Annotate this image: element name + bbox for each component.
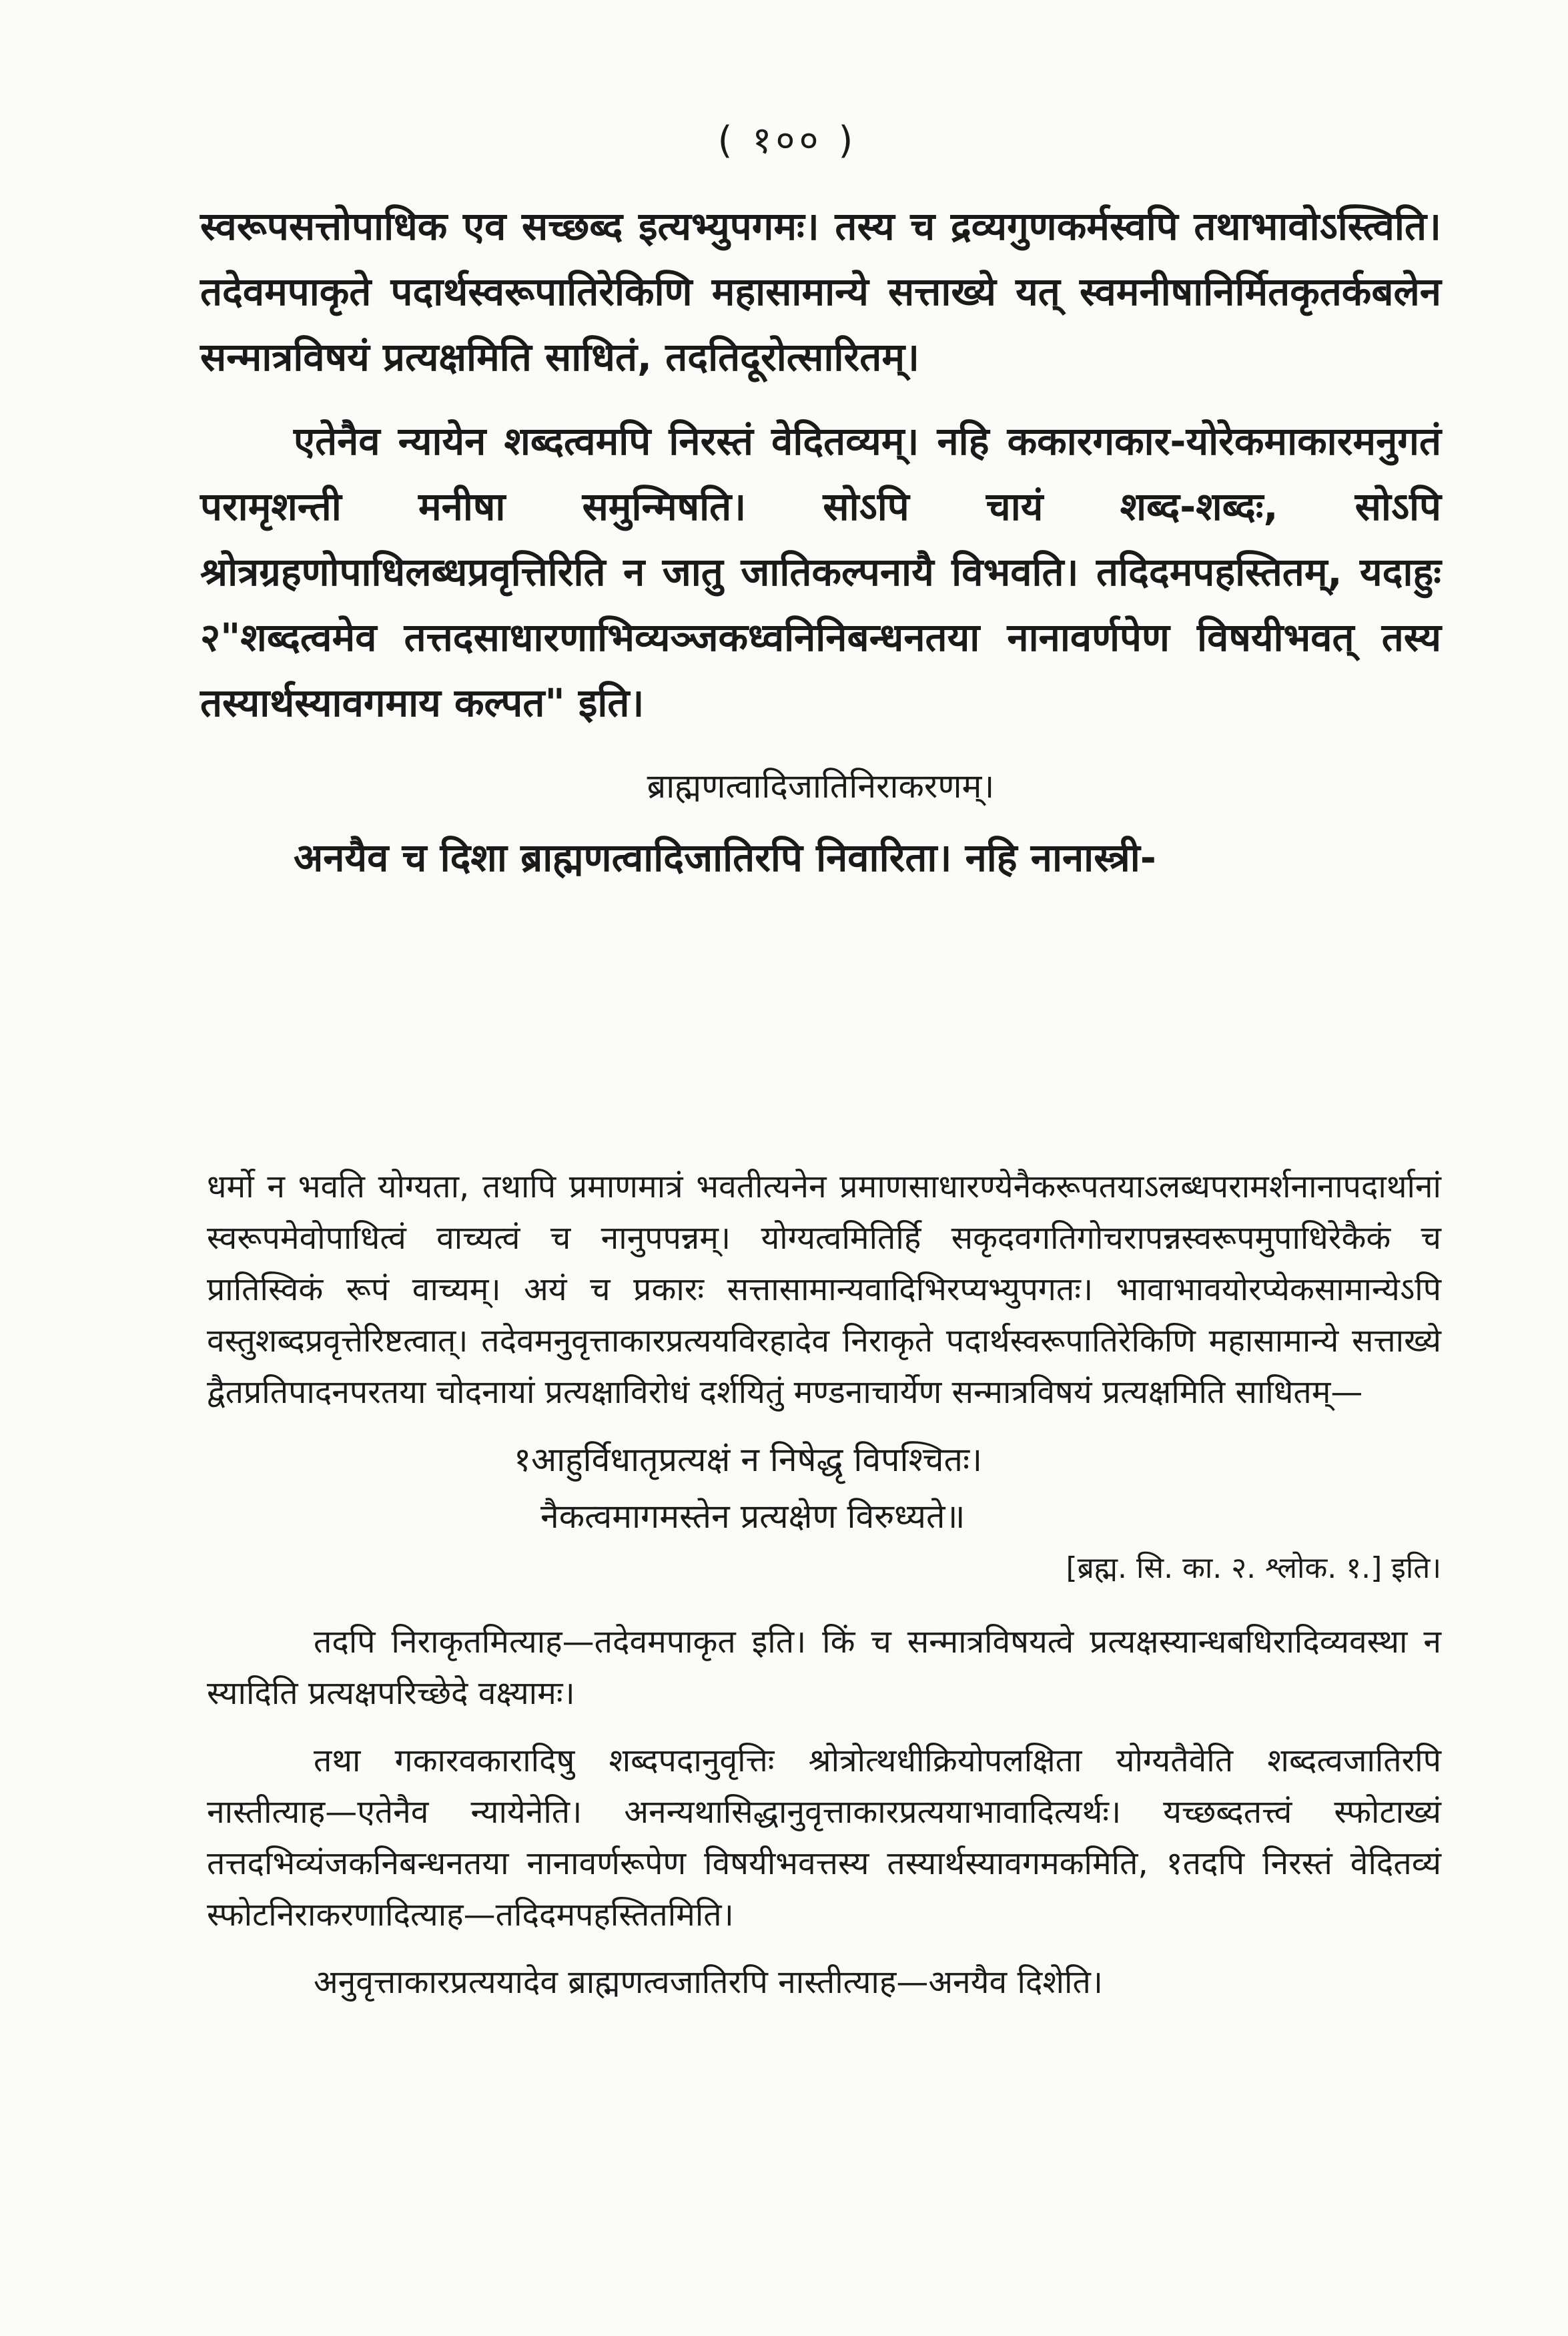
main-paragraph-2: एतेनैव न्यायेन शब्दत्वमपि निरस्तं वेदितव्यम्। नहि ककारगकार-योरेकमाकारमनुगतं परामृशन्ती मनीषा समुन्मिषति। सोऽपि चायं शब्द-शब्दः, सोऽपि श्रोत्रग्रहणोपाधिलब्धप्रवृत्तिरिति न जातु जातिकल्पनायै विभवति। तदिदमपहस्तितम्, यदाहुः २"शब्दत्वमेव तत्तदसाधारणाभिव्यञ्जकध्वनिनिबन्धनतया नानावर्णपेण विषयीभवत् तस्य तस्यार्थस्यावगमाय कल्पत" इति।: [200, 418, 1441, 725]
verse-line-2: नैकत्वमागमस्तेन प्रत्यक्षेण विरुध्यते॥: [540, 1497, 965, 1536]
page-number: ( १०० ): [717, 119, 857, 162]
commentary-paragraph-1: धर्मो न भवति योग्यता, तथापि प्रमाणमात्रं भवतीत्यनेन प्रमाणसाधारण्येनैकरूपतयाऽलब्धपरामर्शनानापदार्थानां स्वरूपमेवोपाधित्वं वाच्यत्वं च नानुपपन्नम्। योग्यत्वमितिर्हि सकृदवगतिगोचरापन्नस्वरूपमुपाधिरेकैकं च प्रातिस्विकं रूपं वाच्यम्। अयं च प्रकारः सत्तासामान्यवादिभिरप्यभ्युपगतः। भावाभावयोरप्येकसामान्येऽपि वस्तुशब्दप्रवृत्तेरिष्टत्वात्। तदेवमनुवृत्ताकारप्रत्ययविरहादेव निराकृते पदार्थस्वरूपातिरेकिणि महासामान्ये सत्ताख्ये द्वैतप्रतिपादनपरतया चोदनायां प्रत्यक्षाविरोधं दर्शयितुं मण्डनाचार्येण सन्मात्रविषयं प्रत्यक्षमिति साधितम्—: [207, 1168, 1441, 1411]
commentary-text: [207, 1161, 1441, 2024]
verse-line-1: १आहुर्विधातृप्रत्यक्षं न निषेद्धृ विपश्चितः।: [514, 1440, 983, 1479]
section-heading: ब्राह्मणत्वादिजातिनिराकरणम्।: [647, 767, 995, 806]
verse-reference: [ब्रह्म. सि. का. २. श्लोक. १.] इति।: [1066, 1551, 1441, 1585]
main-text: [200, 194, 1441, 924]
commentary-paragraph-3: तथा गकारवकारादिषु शब्दपदानुवृत्तिः श्रोत्रोत्थधीक्रियोपलक्षिता योग्यतैवेति शब्दत्वजातिरपि नास्तीत्याह—एतेनैव न्यायेनेति। अनन्यथासिद्धानुवृत्ताकारप्रत्ययाभावादित्यर्थः। यच्छब्दतत्त्वं स्फोटाख्यं तत्तदभिव्यंजकनिबन्धनतया नानावर्णरूपेण विषयीभवत्तस्य तस्यार्थस्यावगमकमिति, १तदपि निरस्तं वेदितव्यं स्फोटनिराकरणादित्याह—तदिदमपहस्तितमिति।: [207, 1742, 1441, 1934]
commentary-paragraph-4: अनुवृत्ताकारप्रत्ययादेव ब्राह्मणत्वजातिरपि नास्तीत्याह—अनयैव दिशेति।: [314, 1964, 1103, 2001]
main-paragraph-1: स्वरूपसत्तोपाधिक एव सच्छब्द इत्यभ्युपगमः। तस्य च द्रव्यगुणकर्मस्वपि तथाभावोऽस्त्विति। तदेवमपाकृते पदार्थस्वरूपातिरेकिणि महासामान्ये सत्ताख्ये यत् स्वमनीषानिर्मितकृतर्कबलेन सन्मात्रविषयं प्रत्यक्षमिति साधितं, तदतिदूरोत्सारितम्।: [200, 204, 1441, 380]
commentary-paragraph-2: तदपि निराकृतमित्याह—तदेवमपाकृत इति। किं च सन्मात्रविषयत्वे प्रत्यक्षस्यान्धबधिरादिव्यवस्था न स्यादिति प्रत्यक्षपरिच्छेदे वक्ष्यामः।: [207, 1623, 1441, 1712]
main-paragraph-3: अनयैव च दिशा ब्राह्मणत्वादिजातिरपि निवारिता। नहि नानास्त्री-: [294, 835, 1156, 880]
